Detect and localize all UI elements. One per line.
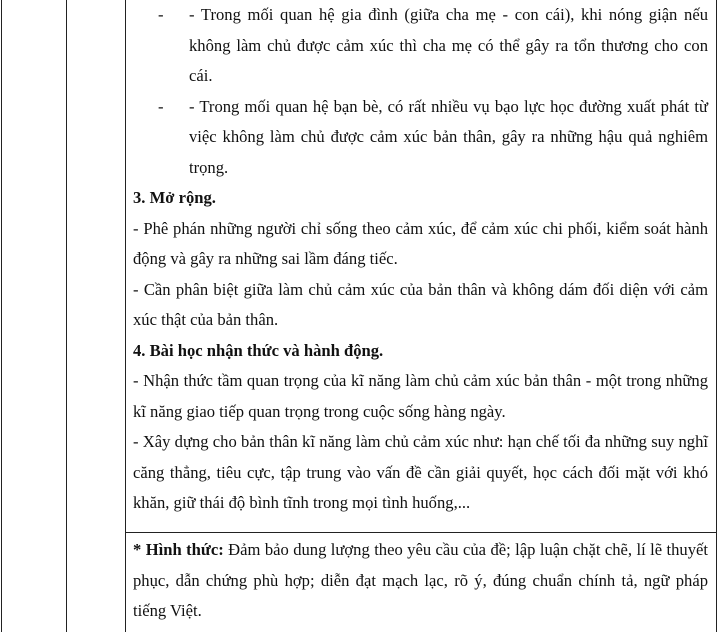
table-column-divider-1 (66, 0, 67, 632)
section-4-heading: 4. Bài học nhận thức và hành động. (133, 340, 384, 360)
section-3-paragraph-2: - Cần phân biệt giữa làm chủ cảm xúc của bản thân và không dám đối diện với cảm xúc thật của bản thân. (133, 279, 708, 329)
form-label: * Hình thức: (133, 540, 224, 559)
bullet-text: - Trong mối quan hệ gia đình (giữa cha mẹ - con cái), khi nóng giận nếu không làm chủ được cảm xúc thì cha mẹ có thể gây ra tổn thương cho con cái. (189, 5, 708, 85)
table-border-right (716, 0, 717, 632)
form-text: Đảm bảo dung lượng theo yêu cầu của đề; lập luận chặt chẽ, lí lẽ thuyết phục, dẫn chứng phù hợp; diễn đạt mạch lạc, rõ ý, đúng chuẩn chính tả, ngữ pháp tiếng Việt. (133, 540, 708, 620)
form-cell (133, 535, 708, 627)
bullet-text: - Trong mối quan hệ bạn bè, có rất nhiều vụ bạo lực học đường xuất phát từ việc không làm chủ được cảm xúc bản thân, gây ra những hậu quả nghiêm trọng. (189, 96, 708, 177)
table-border-left (1, 0, 2, 632)
section-3-paragraph-1: - Phê phán những người chỉ sống theo cảm xúc, để cảm xúc chi phối, kiểm soát hành động và gây ra những sai lầm đáng tiếc. (133, 218, 708, 268)
table-column-divider-2 (125, 0, 126, 632)
section-4-paragraph-1: - Nhận thức tầm quan trọng của kĩ năng làm chủ cảm xúc bản thân - một trong những kĩ năng giao tiếp quan trọng trong cuộc sống hàng ngày. (133, 371, 708, 421)
bullet-friends (133, 92, 708, 184)
bullet-dash: - (158, 96, 164, 116)
table-row-divider (125, 532, 716, 533)
section-3-heading: 3. Mở rộng. (133, 188, 216, 207)
form-requirement (133, 535, 708, 627)
bullet-dash: - (158, 5, 164, 24)
bullet-family (133, 0, 708, 92)
content-cell (133, 0, 708, 519)
section-4-paragraph-2: - Xây dựng cho bản thân kĩ năng làm chủ cảm xúc như: hạn chế tối đa những suy nghĩ căng thẳng, tiêu cực, tập trung vào vấn đề cần giải quyết, học cách đối mặt với khó khăn, giữ thái độ bình tĩnh trong mọi tình huống,... (133, 432, 708, 512)
